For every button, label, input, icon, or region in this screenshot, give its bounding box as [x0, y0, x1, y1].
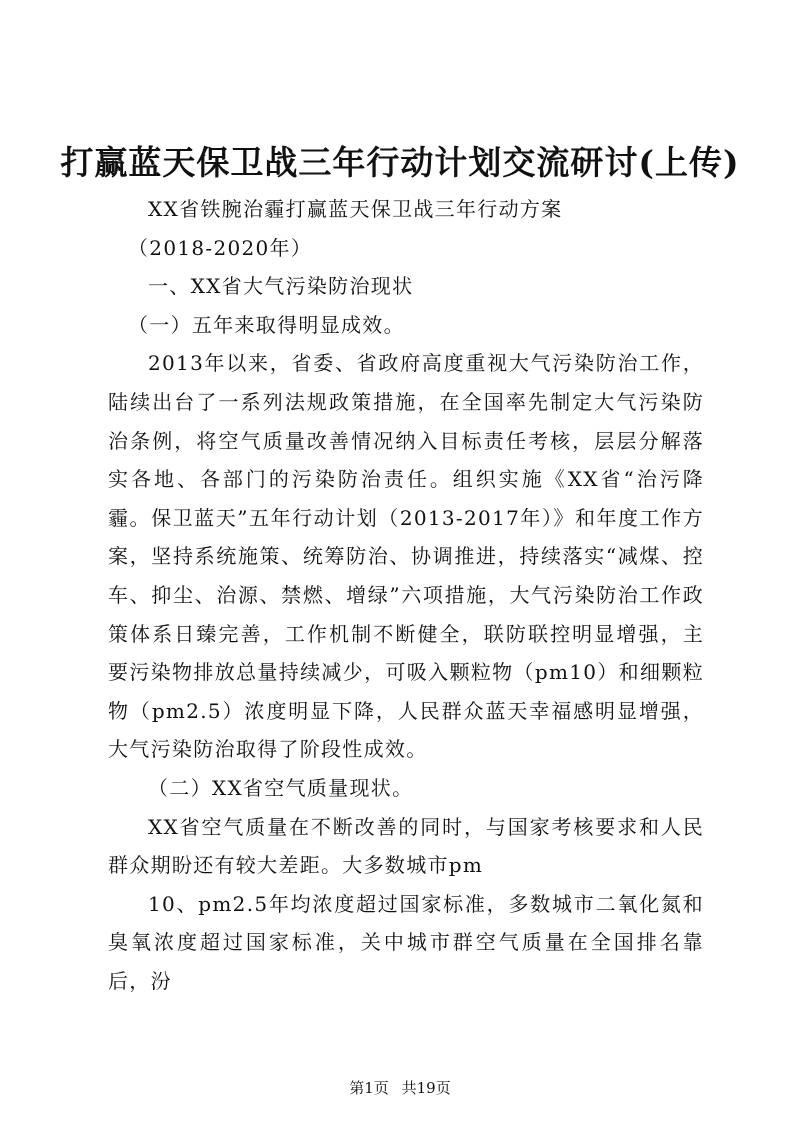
plan-name-paragraph: XX省铁腕治霾打赢蓝天保卫战三年行动方案: [148, 197, 563, 221]
page-footer: [0, 1078, 800, 1098]
body-paragraph: 10、pm2.5年均浓度超过国家标准，多数城市二氧化氮和臭氧浓度超过国家标准，关中城市群空气质量在全国排名靠后，汾: [108, 891, 704, 993]
page-number: 第1页: [349, 1079, 389, 1097]
body-paragraph: 2013年以来，省委、省政府高度重视大气污染防治工作，陆续出台了一系列法规政策措施，在全国率先制定大气污染防治条例，将空气质量改善情况纳入目标责任考核，层层分解落实各地、各部门的污染防治责任。组织实施《XX省“治污降霾。保卫蓝天”五年行动计划（2013-2017年）》和年度工作方案，坚持系统施策、统筹防治、协调推进，持续落实“减煤、控车、抑尘、治源、禁燃、增绿”六项措施，大气污染防治工作政策体系日臻完善，工作机制不断健全，联防联控明显增强，主要污染物排放总量持续减少，可吸入颗粒物（pm10）和细颗粒物（pm2.5）浓度明显下降，人民群众蓝天幸福感明显增强，大气污染防治取得了阶段性成效。: [108, 351, 704, 762]
plan-years-paragraph: （2018-2020年）: [128, 235, 313, 260]
section-heading-1: 一、XX省大气污染防治现状: [148, 274, 414, 299]
document-title: 打赢蓝天保卫战三年行动计划交流研讨(上传): [60, 143, 740, 182]
subsection-heading-2: （二）XX省空气质量现状。: [148, 775, 414, 800]
body-paragraph: XX省空气质量在不断改善的同时，与国家考核要求和人民群众期盼还有较大差距。大多数城市pm: [108, 814, 704, 878]
total-pages: 共19页: [401, 1079, 451, 1097]
subsection-heading-1: （一）五年来取得明显成效。: [128, 312, 405, 337]
document-body: [108, 190, 704, 1000]
